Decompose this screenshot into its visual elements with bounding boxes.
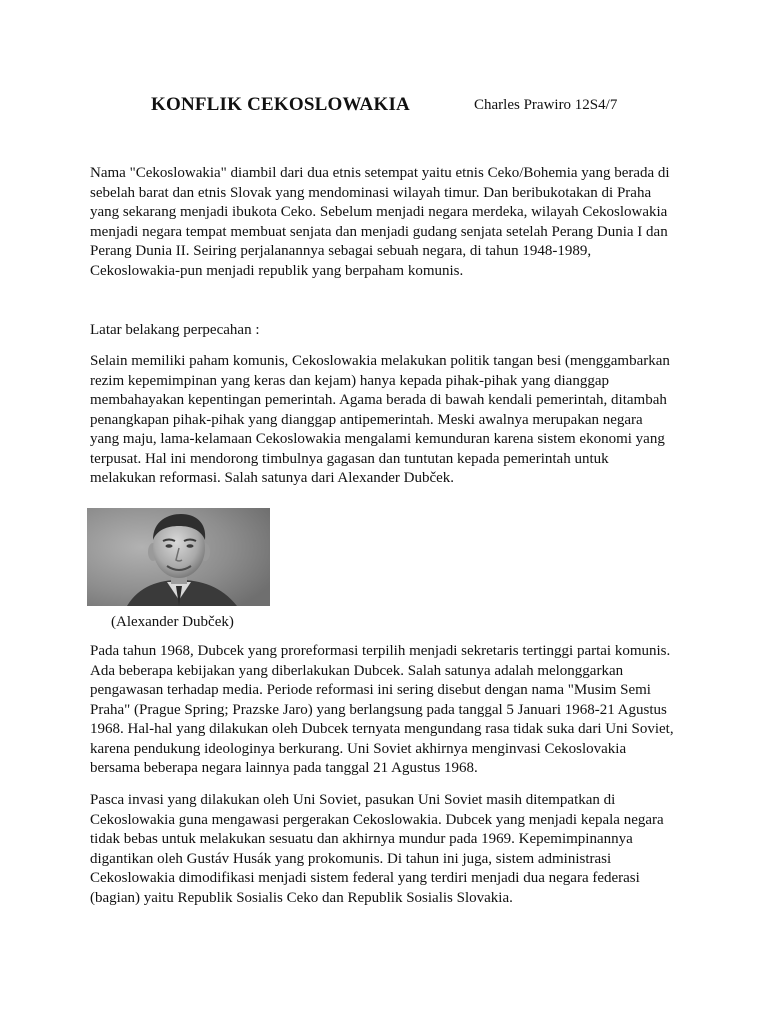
text-line: bersama beberapa negara lainnya pada tanggal 21 Agustus 1968. — [90, 760, 478, 776]
text-line: Perang Dunia II. Seiring perjalanannya sebagai sebuah negara, di tahun 1948-1989, — [90, 243, 592, 259]
text-line: sebelah barat dan etnis Slovak yang mendominasi wilayah timur. Dan beribukotakan di Praha — [90, 184, 652, 201]
text-line: yang maju, lama-kelamaan Cekoslowakia mengalami kemunduran karena sistem ekonomi yang — [90, 431, 665, 447]
portrait-illustration — [87, 508, 270, 606]
photo-caption: (Alexander Dubček) — [111, 614, 234, 630]
text-line: Cekoslowakia guna mengawasi pergerakan Cekoslowakia. Dubcek yang menjadi kepala negara — [90, 811, 664, 828]
text-line: Cekoslowakia-pun menjadi republik yang berpaham komunis. — [90, 262, 464, 279]
portrait-photo — [87, 508, 270, 606]
paragraph-prague-spring — [90, 642, 682, 779]
document-title: KONFLIK CEKOSLOWAKIA — [151, 94, 410, 115]
paragraph-aftermath — [90, 791, 682, 908]
author-line: Charles Prawiro 12S4/7 — [474, 97, 618, 113]
text-line: yang sekarang menjadi ibukota Ceko. Sebelum menjadi negara merdeka, wilayah Cekoslowakia — [90, 204, 668, 220]
text-line: 1968. Hal-hal yang dilakukan oleh Dubcek ternyata mengundang rasa tidak suka dari Uni Soviet, — [90, 721, 674, 737]
text-line: melakukan reformasi. Salah satunya dari Alexander Dubček. — [90, 470, 455, 486]
text-line: Cekoslowakia dimodifikasi menjadi sistem federal yang terdiri menjadi dua negara federasi — [90, 870, 640, 886]
text-line: Praha" (Prague Spring; Prazske Jaro) yang berlangsung pada tanggal 5 Januari 1968-21 Agustus — [90, 701, 667, 718]
text-line: membahayakan kepentingan pemerintah. Agama berada di bawah kendali pemerintah, ditambah — [90, 392, 667, 408]
text-line: digantikan oleh Gustáv Husák yang prokomunis. Di tahun ini juga, sistem administrasi — [90, 850, 612, 867]
text-line: rezim kepemimpinan yang keras dan kejam) hanya kepada pihak-pihak yang dianggap — [90, 372, 609, 389]
text-line: terpusat. Hal ini mendorong timbulnya gagasan dan tuntutan kepada pemerintah untuk — [90, 450, 609, 467]
text-line: Ada beberapa kebijakan yang diberlakukan Dubcek. Salah satunya adalah melonggarkan — [90, 662, 624, 679]
text-line: pengawasan terhadap media. Periode reformasi ini sering disebut dengan nama "Musim Semi — [90, 682, 651, 698]
text-line: Nama "Cekoslowakia" diambil dari dua etnis setempat yaitu etnis Ceko/Bohemia yang berada di — [90, 165, 670, 181]
paragraph-background — [90, 352, 682, 489]
text-line: penangkapan pihak-pihak yang dianggap antipemerintah. Meski awalnya merupakan negara — [90, 411, 643, 428]
text-line: menjadi negara tempat membuat senjata dan menjadi gudang senjata setelah Perang Dunia I dan — [90, 223, 668, 240]
text-line: Pada tahun 1968, Dubcek yang proreformasi terpilih menjadi sekretaris tertinggi partai komunis. — [90, 643, 671, 659]
paragraph-intro — [90, 164, 682, 281]
text-line: tidak bebas untuk melakukan sesuatu dan akhirnya mundur pada 1969. Kepemimpinannya — [90, 831, 633, 847]
text-line: Selain memiliki paham komunis, Cekoslowakia melakukan politik tangan besi (menggambarkan — [90, 353, 670, 369]
text-line: karena pendukung ideologinya berkurang. Uni Soviet akhirnya menginvasi Cekoslovakia — [90, 740, 627, 757]
text-line: Pasca invasi yang dilakukan oleh Uni Soviet, pasukan Uni Soviet masih ditempatkan di — [90, 792, 616, 808]
section-subheading: Latar belakang perpecahan : — [90, 322, 260, 338]
text-line: (bagian) yaitu Republik Sosialis Ceko dan Republik Sosialis Slovakia. — [90, 889, 513, 906]
